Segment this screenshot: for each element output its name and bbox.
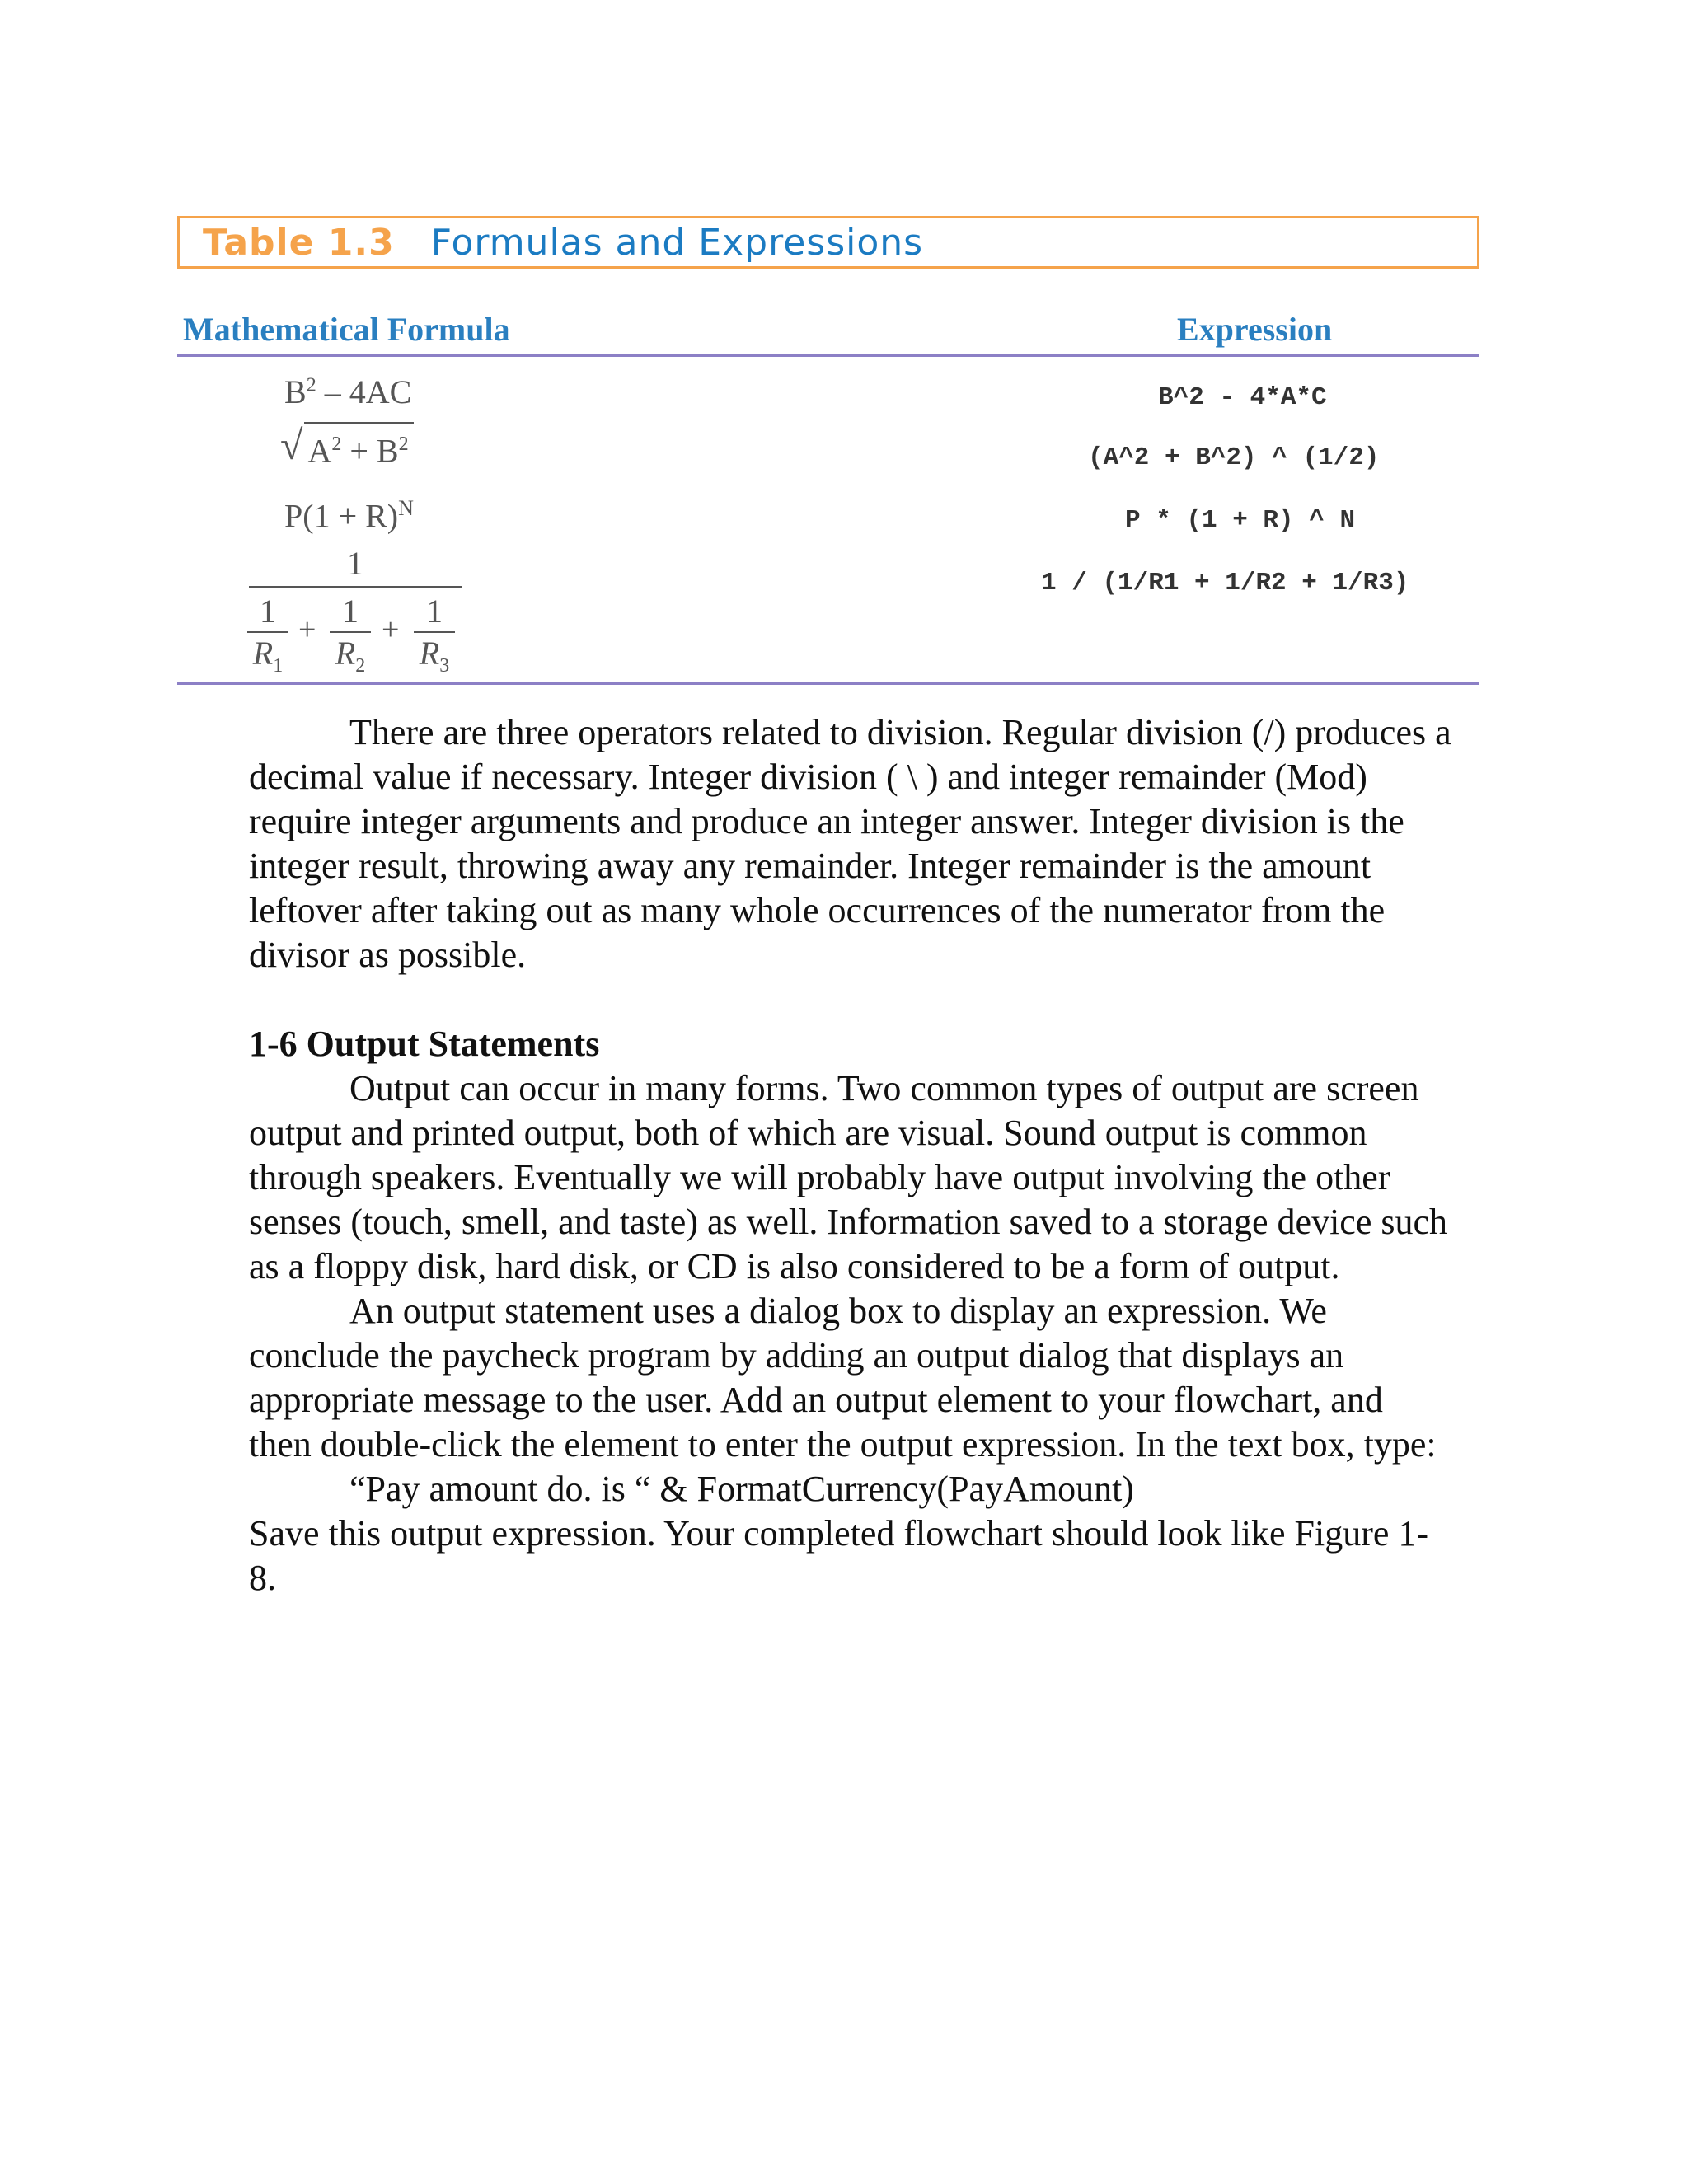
formula-text: A [307,432,332,470]
sub-fraction-r2 [330,593,371,685]
column-header-expression: Expression [1177,311,1333,348]
sub-fraction-r1 [247,593,288,685]
table-number: Table 1.3 [203,221,395,264]
sub-numerator: 1 [342,593,359,630]
expression-1: B^2 - 4*A*C [1158,383,1327,412]
formula-text: R [252,635,274,672]
paragraph-save: Save this output expression. Your completed flowchart should look like Figure 1-8. [249,1513,1429,1598]
sub-denominator [330,635,371,685]
division-paragraph-block [249,710,1452,977]
sub-fraction-bar [330,631,371,633]
expression-3: P * (1 + R) ^ N [1125,506,1356,535]
expression-2: (A^2 + B^2) ^ (1/2) [1088,443,1380,472]
formula-exponent: 2 [331,434,342,455]
sub-denominator [247,635,288,685]
formula-exponent: 2 [398,434,409,455]
table-bottom-rule [177,682,1479,685]
sqrt-group [280,422,414,470]
sub-fraction-bar [247,631,288,633]
formula-text: + B [341,432,399,470]
column-header-formula: Mathematical Formula [183,311,510,348]
fraction-bar [249,586,462,588]
paragraph-division: There are three operators related to division. Regular division (/) produces a decimal value if necessary. Integer division ( \ ) and integer remainder (Mod) require integer arguments and produce an integer answer. Integer division is the integer result, throwing away any remainder. Integer remainder is the amount leftover after taking out as many whole occurrences of the numerator from the divisor as possible. [249,712,1451,975]
formula-text: R [419,635,440,672]
output-section [249,1022,1452,1601]
section-heading: 1-6 Output Statements [249,1024,600,1064]
fraction-numerator: 1 [347,545,363,582]
formula-parallel-resistance [244,544,467,676]
formula-text: B [284,373,307,410]
table-caption [177,216,1479,269]
sub-denominator [414,635,455,685]
code-line: “Pay amount do. is “ & FormatCurrency(PayAmount) [349,1469,1134,1509]
formula-subscript: 1 [273,655,284,677]
table-top-rule [177,354,1479,357]
sub-numerator: 1 [260,593,276,630]
expression-4: 1 / (1/R1 + 1/R2 + 1/R3) [1041,569,1409,598]
formula-subscript: 2 [355,655,366,677]
formula-discriminant [284,373,411,411]
formula-text: R [335,635,356,672]
radicand [304,422,413,470]
sub-numerator: 1 [426,593,443,630]
formula-compound [284,496,414,535]
formula-text: P(1 + R) [284,497,399,535]
sub-fraction-r3 [414,593,455,685]
formula-exponent: 2 [306,374,316,396]
plus-sign: + [298,612,316,647]
formula-square-root [280,422,414,470]
formula-exponent: N [398,496,414,520]
table-title: Formulas and Expressions [430,221,924,264]
paragraph-output-statement: An output statement uses a dialog box to display an expression. We conclude the paycheck program by adding an output dialog that displays an appropriate message to the user. Add an output element to your flowchart, and then double-click the element to enter the output expression. In the text box, type: [249,1291,1437,1465]
formula-text: – 4AC [316,373,412,410]
radical-icon: √ [280,422,303,468]
sub-fraction-bar [414,631,455,633]
plus-sign: + [382,612,400,647]
formula-subscript: 3 [439,655,450,677]
paragraph-output-forms: Output can occur in many forms. Two common types of output are screen output and printed output, both of which are visual. Sound output is common through speakers. Eventually we will probably have output involving the other senses (touch, smell, and taste) as well. Information saved to a storage device such as a floppy disk, hard disk, or CD is also considered to be a form of output. [249,1068,1447,1286]
